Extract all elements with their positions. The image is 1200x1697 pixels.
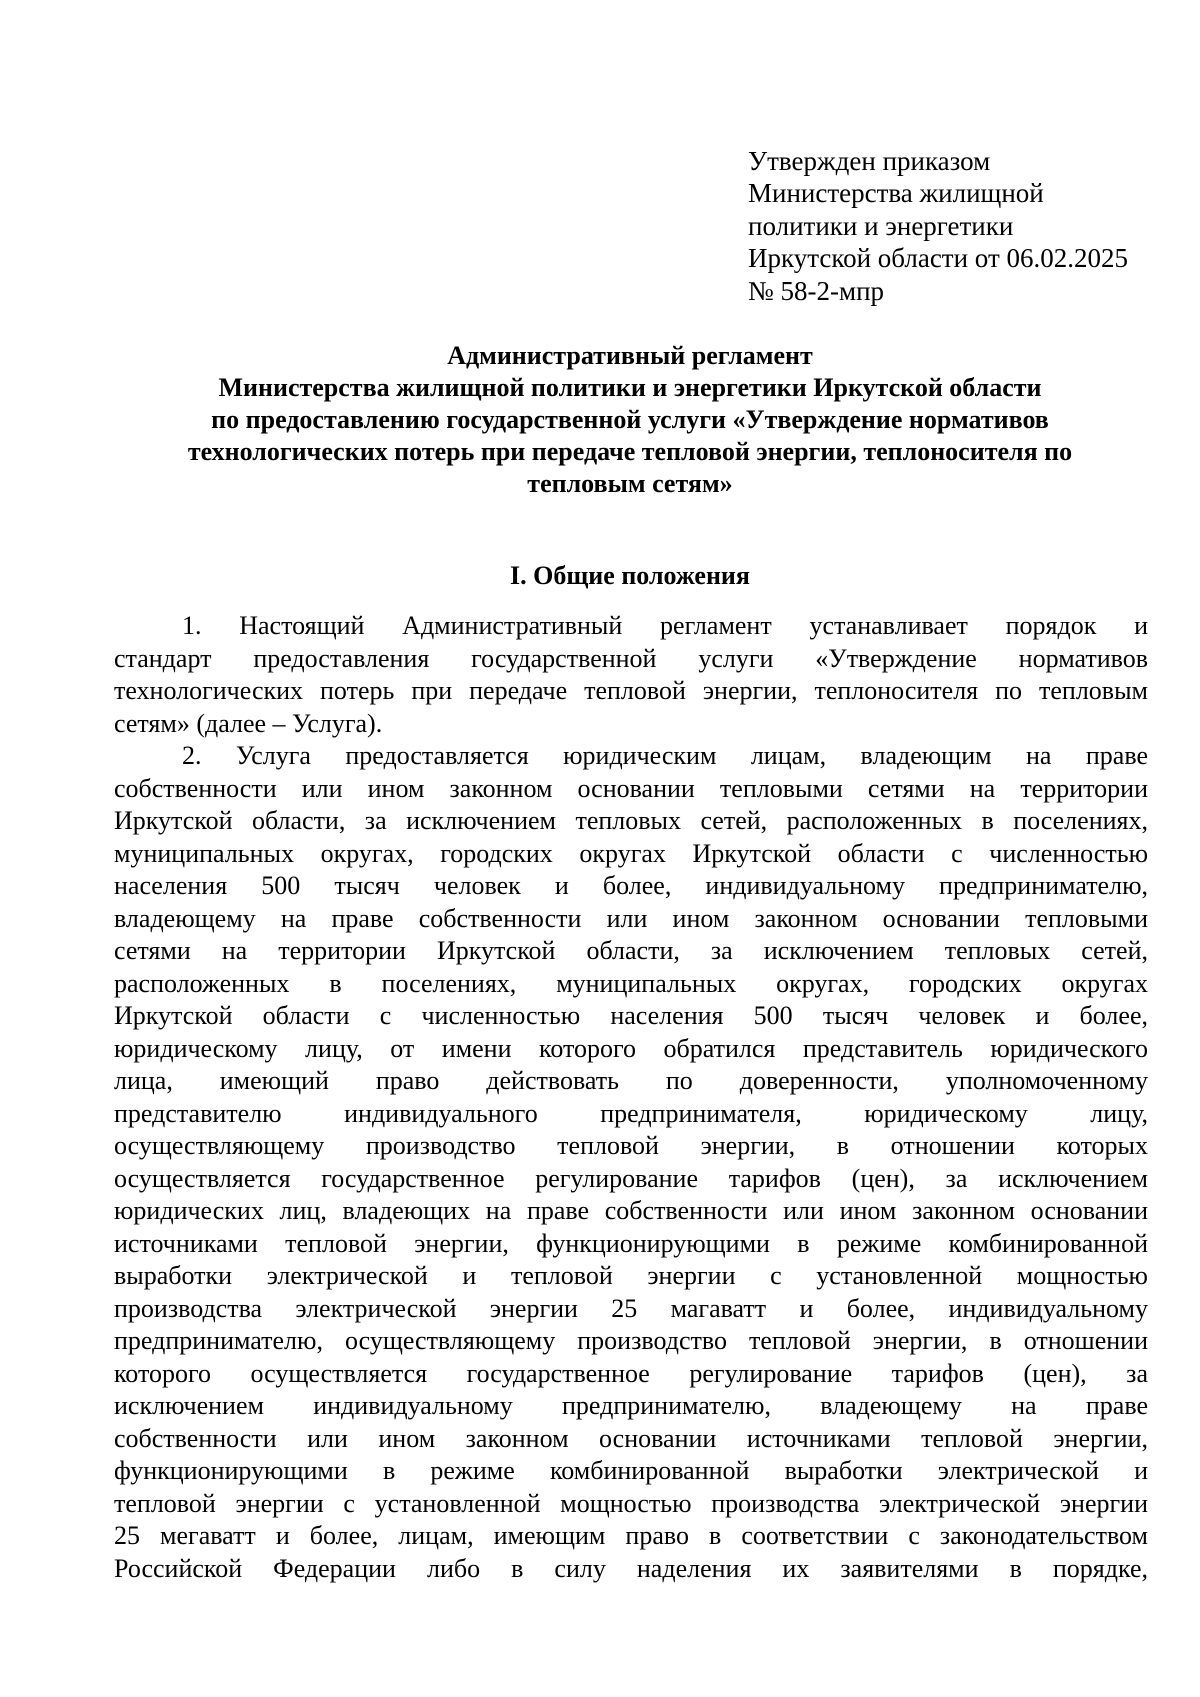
text-line: предпринимателю, осуществляющему производство тепловой энергии, в отношении xyxy=(114,1326,1148,1355)
approval-line: Утвержден приказом xyxy=(748,146,991,176)
text-line: Иркутской области с численностью населения 500 тысяч человек и более, xyxy=(114,1001,1148,1030)
text-line: владеющему на праве собственности или ином законном основании тепловыми xyxy=(114,903,1148,933)
text-line: расположенных в поселениях, муниципальных округах, городских округах xyxy=(114,968,1148,998)
text-line: которого осуществляется государственное регулирование тарифов (цен), за xyxy=(114,1358,1148,1388)
text-line: тепловой энергии с установленной мощностью производства электрической энергии xyxy=(114,1488,1148,1518)
text-line: 2. Услуга предоставляется юридическим лицам, владеющим на праве xyxy=(182,741,1148,770)
text-line: лица, имеющий право действовать по доверенности, уполномоченному xyxy=(114,1066,1148,1095)
text-line: Российской Федерации либо в силу наделения их заявителями в порядке, xyxy=(114,1553,1148,1583)
paragraph-2 xyxy=(114,740,1148,1585)
title-line: тепловым сетям» xyxy=(527,469,733,498)
text-line: технологических потерь при передаче тепловой энергии, теплоносителя по тепловым xyxy=(114,676,1148,705)
text-line: функционирующими в режиме комбинированной выработки электрической и xyxy=(114,1456,1148,1485)
approval-line: Министерства жилищной xyxy=(748,178,1044,209)
title-line: технологических потерь при передаче тепловой энергии, теплоносителя по xyxy=(187,437,1073,466)
text-line: осуществляющему производство тепловой энергии, в отношении которых xyxy=(114,1131,1148,1160)
text-line: производства электрической энергии 25 магаватт и более, индивидуальному xyxy=(114,1293,1148,1323)
approval-line: № 58-2-мпр xyxy=(748,275,885,306)
body-text xyxy=(114,610,1148,1585)
text-line: Иркутской области, за исключением тепловых сетей, расположенных в поселениях, xyxy=(114,806,1148,835)
text-line: собственности или ином законном основании источниками тепловой энергии, xyxy=(114,1423,1148,1453)
document-title xyxy=(120,340,1140,500)
section-heading: I. Общие положения xyxy=(510,561,750,590)
text-line: выработки электрической и тепловой энергии с установленной мощностью xyxy=(114,1261,1148,1290)
title-line: Министерства жилищной политики и энергетики Иркутской области xyxy=(218,373,1042,402)
text-line: муниципальных округах, городских округах Иркутской области с численностью xyxy=(114,838,1148,868)
title-line: Административный регламент xyxy=(447,341,813,370)
text-line: собственности или ином законном основании тепловыми сетями на территории xyxy=(114,773,1148,803)
text-line: осуществляется государственное регулирование тарифов (цен), за исключением xyxy=(114,1163,1148,1193)
text-line: сетям» (далее – Услуга). xyxy=(114,708,383,738)
approval-line: политики и энергетики xyxy=(748,210,1014,241)
text-line: юридическому лицу, от имени которого обратился представитель юридического xyxy=(114,1033,1148,1063)
text-line: источниками тепловой энергии, функционирующими в режиме комбинированной xyxy=(114,1228,1148,1258)
text-line: 1. Настоящий Административный регламент устанавливает порядок и xyxy=(182,611,1148,640)
text-line: юридических лиц, владеющих на праве собственности или ином законном основании xyxy=(114,1196,1148,1225)
text-line: населения 500 тысяч человек и более, индивидуальному предпринимателю, xyxy=(114,871,1148,900)
text-line: сетями на территории Иркутской области, за исключением тепловых сетей, xyxy=(114,936,1148,965)
approval-block xyxy=(748,145,1168,307)
approval-line: Иркутской области от 06.02.2025 xyxy=(748,243,1128,274)
title-line: по предоставлению государственной услуги «Утверждение нормативов xyxy=(211,405,1049,434)
text-line: 25 мегаватт и более, лицам, имеющим право в соответствии с законодательством xyxy=(114,1521,1148,1550)
text-line: исключением индивидуальному предпринимателю, владеющему на праве xyxy=(114,1391,1148,1420)
text-line: стандарт предоставления государственной услуги «Утверждение нормативов xyxy=(114,643,1148,673)
paragraph-1 xyxy=(114,610,1148,740)
text-line: представителю индивидуального предпринимателя, юридическому лицу, xyxy=(114,1098,1148,1128)
